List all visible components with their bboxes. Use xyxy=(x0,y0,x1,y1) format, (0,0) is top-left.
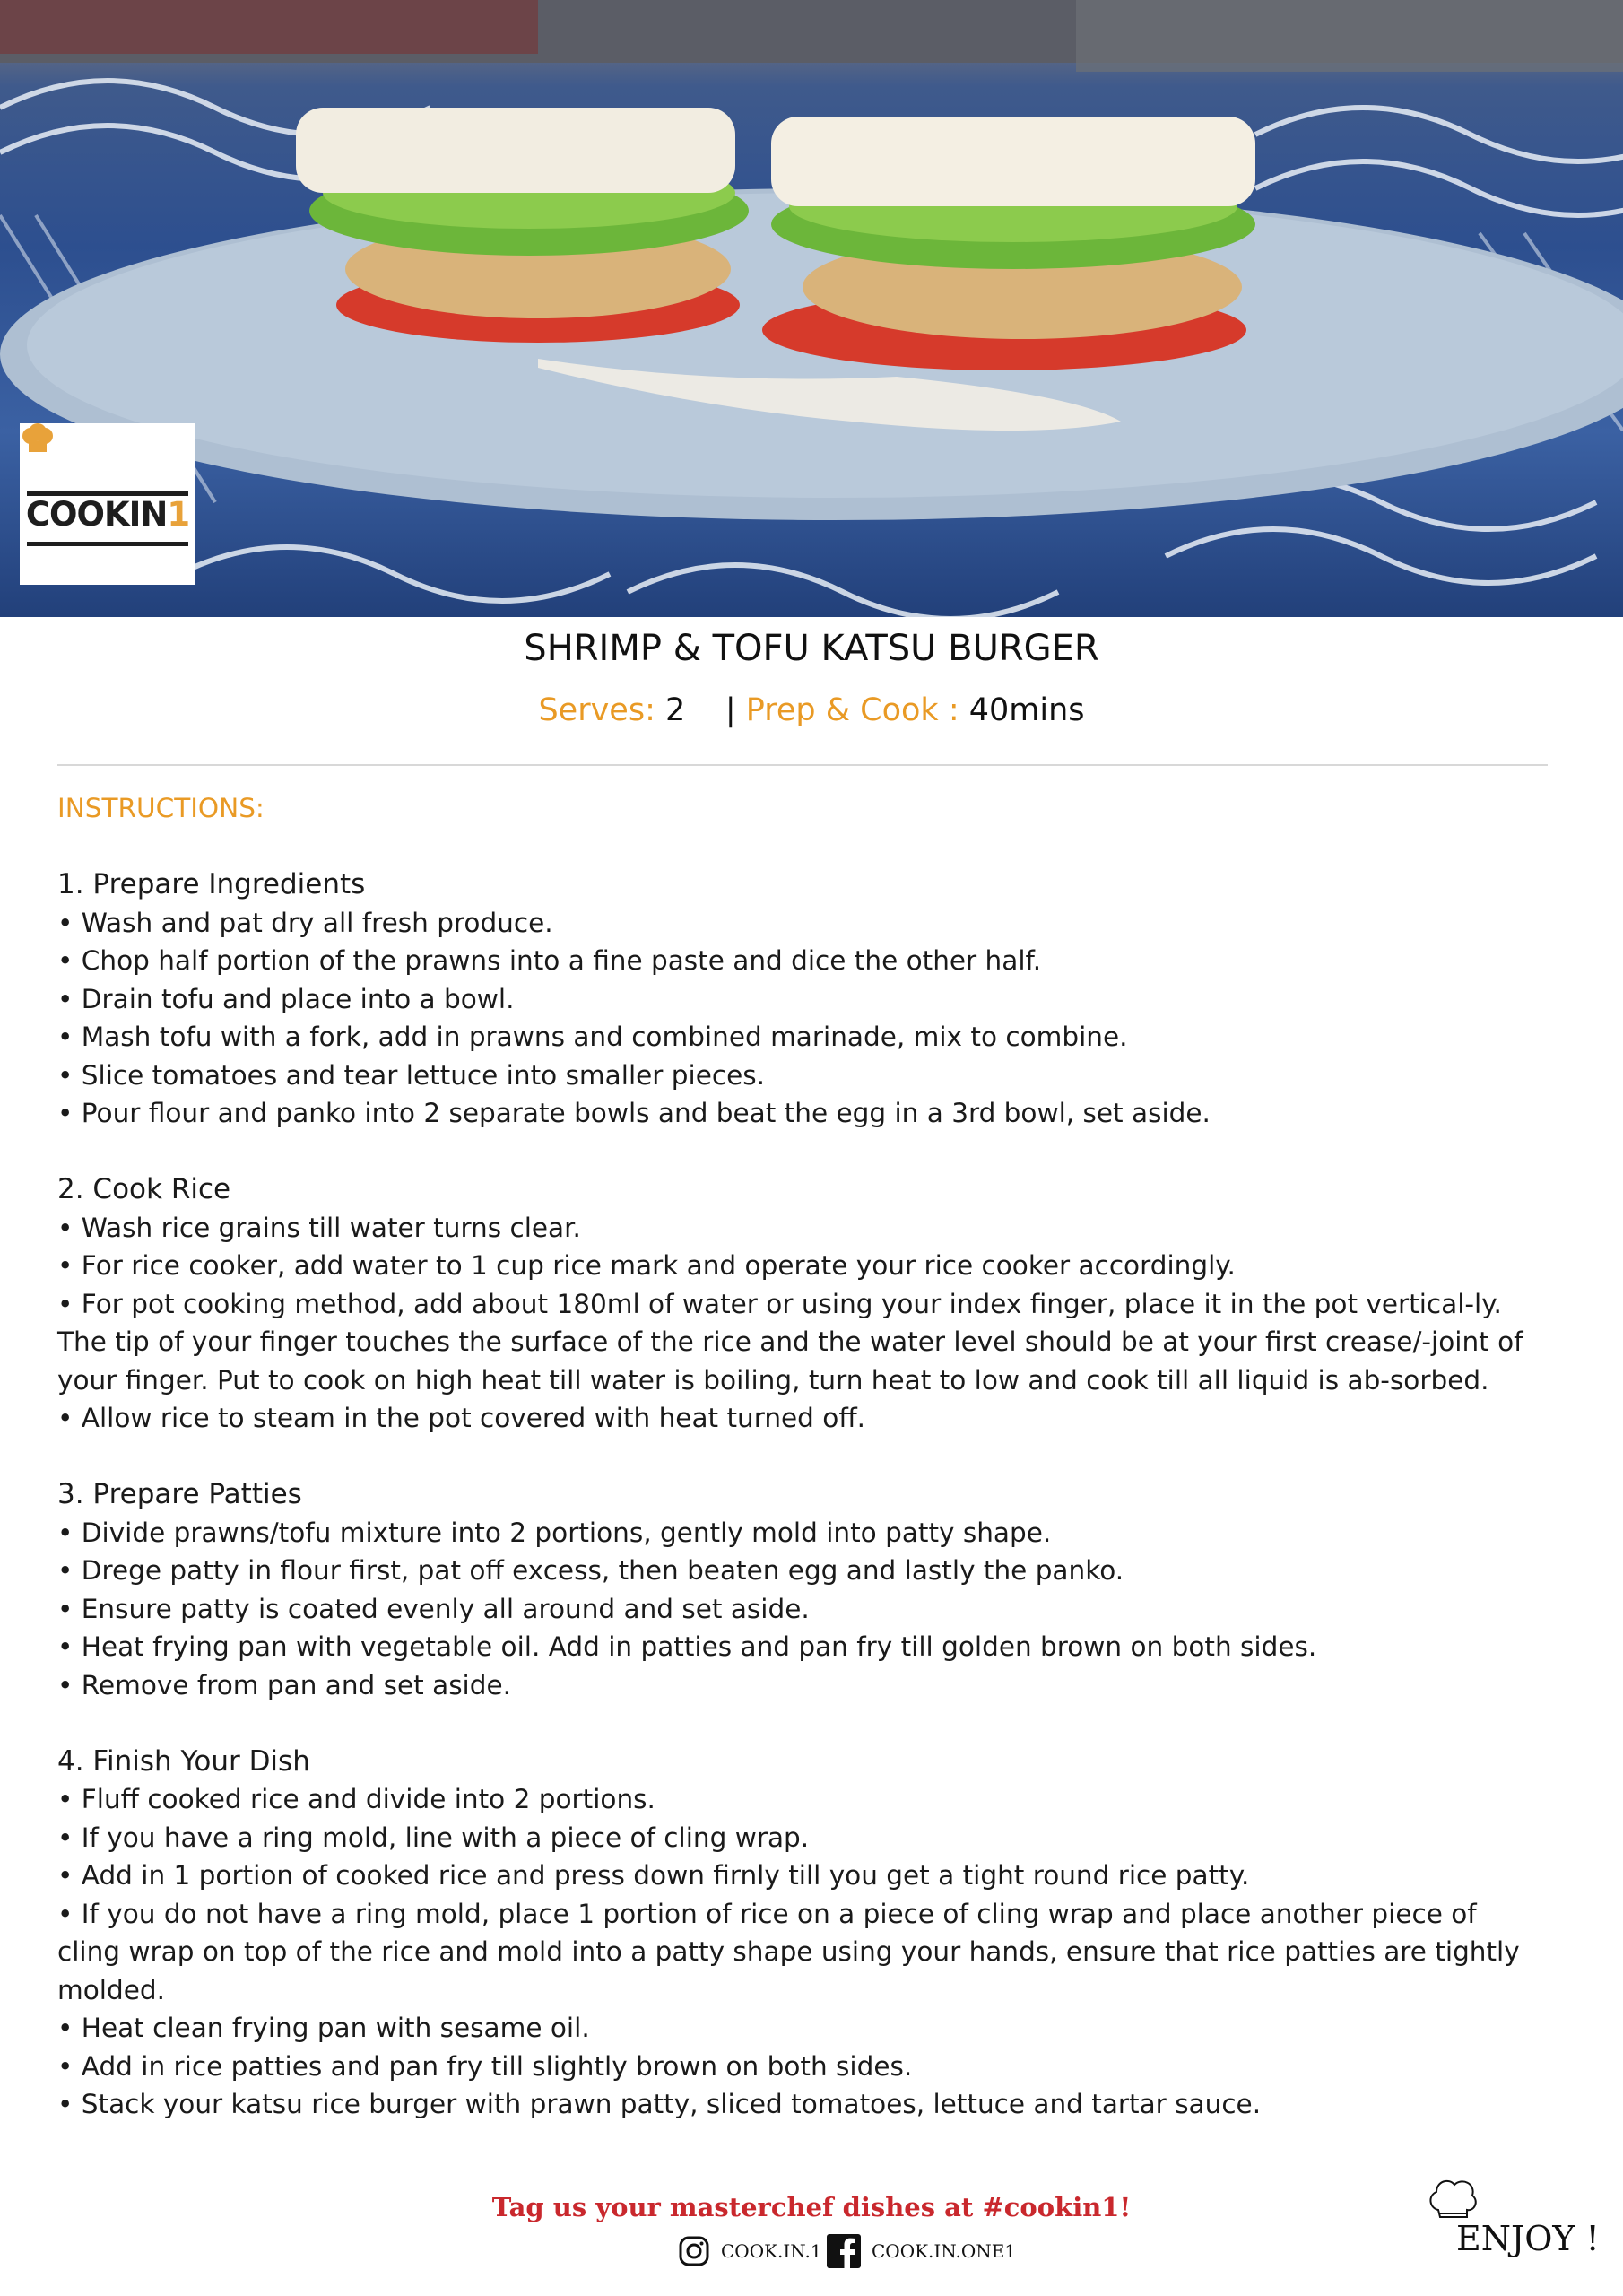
step: • Remove from pan and set aside. xyxy=(57,1669,512,1700)
step: • Stack your katsu rice burger with prawn patty, sliced tomatoes, lettuce and tartar sauce. xyxy=(57,2089,1262,2119)
serves-value: 2 xyxy=(665,692,686,728)
serves-label: Serves: xyxy=(538,692,655,728)
step: • Add in 1 portion of cooked rice and press down firnly till you get a tight round rice patty. xyxy=(57,1860,1250,1891)
chef-hat-icon xyxy=(20,423,56,454)
step: • Ensure patty is coated evenly all around and set aside. xyxy=(57,1593,810,1624)
burger-illustration xyxy=(0,0,1623,617)
logo-rule-bottom xyxy=(27,542,188,546)
footer-tagline: Tag us your masterchef dishes at #cookin1! xyxy=(491,2192,1132,2222)
section-finish-dish xyxy=(57,1743,1548,2124)
step: • If you have a ring mold, line with a piece of cling wrap. xyxy=(57,1822,810,1853)
step: • Divide prawns/tofu mixture into 2 portions, gently mold into patty shape. xyxy=(57,1517,1052,1548)
instagram-handle: COOK.IN.1 xyxy=(721,2240,822,2262)
section-title: 4. Finish Your Dish xyxy=(57,1744,310,1778)
facebook-link[interactable] xyxy=(827,2233,1016,2269)
step: • Allow rice to steam in the pot covered with heat turned off. xyxy=(57,1403,866,1433)
step: • For pot cooking method, add about 180ml of water or using your index finger, place it in the pot vertical-ly. The tip of your finger touches the surface of the rice and the water level should be at your first crease/-joint of your finger. Put to cook on high heat till water is boiling, turn heat to low and cook till all liquid is ab-sorbed. xyxy=(57,1288,1523,1396)
facebook-handle: COOK.IN.ONE1 xyxy=(872,2240,1017,2262)
facebook-icon xyxy=(827,2234,861,2268)
divider xyxy=(57,764,1548,766)
step: • Wash rice grains till water turns clear. xyxy=(57,1212,581,1243)
section-prepare-patties xyxy=(57,1475,1548,1704)
logo-text: COOKIN1 xyxy=(25,495,190,534)
step: • Drege patty in flour first, pat off excess, then beaten egg and lastly the panko. xyxy=(57,1555,1124,1586)
instagram-link[interactable] xyxy=(678,2233,822,2269)
step: • For rice cooker, add water to 1 cup rice mark and operate your rice cooker accordingly. xyxy=(57,1250,1236,1281)
instructions xyxy=(57,789,1548,2161)
section-title: 3. Prepare Patties xyxy=(57,1478,302,1510)
step: • Chop half portion of the prawns into a fine paste and dice the other half. xyxy=(57,945,1042,976)
enjoy-text: ENJOY ! xyxy=(1456,2219,1600,2258)
section-title: 1. Prepare Ingredients xyxy=(57,868,366,900)
recipe-meta xyxy=(0,692,1623,728)
chef-hat-icon xyxy=(1426,2174,1480,2224)
step: • Heat clean frying pan with sesame oil. xyxy=(57,2013,590,2043)
step: • Mash tofu with a fork, add in prawns and combined marinade, mix to combine. xyxy=(57,1022,1128,1052)
hero-photo xyxy=(0,0,1623,617)
step: • Slice tomatoes and tear lettuce into smaller pieces. xyxy=(57,1059,765,1091)
section-title: 2. Cook Rice xyxy=(57,1173,231,1205)
step: • Fluff cooked rice and divide into 2 portions. xyxy=(57,1784,655,1814)
instagram-icon xyxy=(678,2235,710,2267)
meta-separator: | xyxy=(725,692,736,728)
section-prepare-ingredients xyxy=(57,865,1548,1133)
recipe-title: SHRIMP & TOFU KATSU BURGER xyxy=(524,628,1099,669)
step: • If you do not have a ring mold, place 1 portion of rice on a piece of cling wrap and place another piece of cling wrap on top of the rice and mold into a patty shape using your hands, ensure that rice patties are tightly molded. xyxy=(57,1898,1520,2005)
step: • Drain tofu and place into a bowl. xyxy=(57,983,515,1014)
section-cook-rice xyxy=(57,1170,1548,1438)
instructions-heading: INSTRUCTIONS: xyxy=(57,793,265,823)
step: • Wash and pat dry all fresh produce. xyxy=(57,907,553,938)
cookin1-logo xyxy=(20,423,195,585)
step: • Heat frying pan with vegetable oil. Add in patties and pan fry till golden brown on both sides. xyxy=(57,1631,1317,1662)
time-label: Prep & Cook : xyxy=(745,692,959,728)
step: • Pour flour and panko into 2 separate bowls and beat the egg in a 3rd bowl, set aside. xyxy=(57,1098,1211,1128)
time-value: 40mins xyxy=(968,692,1085,728)
step: • Add in rice patties and pan fry till slightly brown on both sides. xyxy=(57,2050,913,2082)
